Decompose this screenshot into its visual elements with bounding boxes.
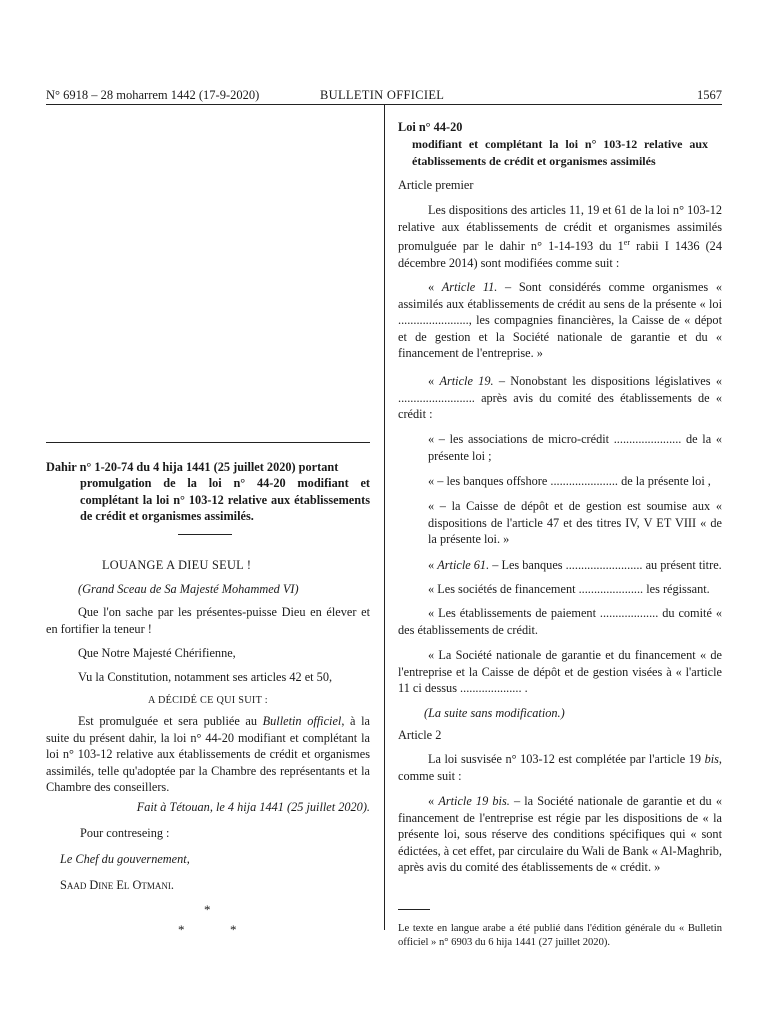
dahir-title-first-line: Dahir n° 1-20-74 du 4 hija 1441 (25 juillet 2020) portant bbox=[46, 460, 339, 474]
separator-star: * bbox=[178, 922, 185, 937]
paragraph-majeste: Que Notre Majesté Chérifienne, bbox=[78, 646, 236, 660]
article-2-intro bbox=[398, 751, 722, 784]
footnote-divider bbox=[398, 909, 430, 910]
article-19-label: Article 19. bbox=[439, 374, 494, 388]
article-61-text: – Les banques ......................... au présent titre. bbox=[489, 558, 722, 572]
article-2-text-b: , comme suit : bbox=[398, 752, 722, 783]
loi-title: Loi n° 44-20 bbox=[398, 120, 463, 134]
paragraph-constitution: Vu la Constitution, notamment ses articles 42 et 50, bbox=[78, 670, 333, 684]
section-divider bbox=[46, 442, 370, 443]
intro-text-b: rabii I 1436 (24 décembre 2014) sont modifiées comme suit : bbox=[398, 239, 722, 270]
article-11-text: – Sont considérés comme organismes « assimilés aux établissements de crédit au sens de la présente « loi ......................., les compagnies financières, la Caisse de « dépot et de gestion et la Société nationale de garantie et du « financement de l'entreprise. » bbox=[398, 280, 722, 360]
article-11-quote: « bbox=[428, 280, 442, 294]
list-item-banques-offshore: « – les banques offshore ...................... de la présente loi , bbox=[428, 474, 711, 488]
article-19-text: – Nonobstant les dispositions législatives « ......................... après avis du comité des établissements de « crédit : bbox=[398, 374, 722, 421]
promulgation-text-a: Est promulguée et sera publiée au bbox=[78, 714, 263, 728]
column-divider bbox=[384, 105, 385, 930]
paragraph-societe-nationale: « La Société nationale de garantie et du financement « de l'entreprise et la Caisse de dépôt et de gestion visées à « l'article 11 ci dessus .................... . bbox=[398, 648, 722, 695]
article-11-label: Article 11. bbox=[441, 280, 498, 294]
signataire: Saad Dine El Otmani. bbox=[60, 878, 174, 892]
list-item-micro-credit: « – les associations de micro-crédit ...................... de la « présente loi ; bbox=[428, 432, 722, 463]
issue-number: N° 6918 – 28 moharrem 1442 (17-9-2020) bbox=[46, 88, 260, 102]
article-premier-heading: Article premier bbox=[398, 178, 474, 192]
article-2-heading: Article 2 bbox=[398, 728, 442, 742]
short-divider bbox=[178, 534, 232, 535]
dahir-title bbox=[46, 459, 370, 525]
article-11-paragraph bbox=[398, 279, 722, 362]
article-2-text-a: La loi susvisée n° 103-12 est complétée par l'article 19 bbox=[428, 752, 705, 766]
pour-contreseing: Pour contreseing : bbox=[80, 826, 170, 840]
article-premier-intro bbox=[398, 202, 722, 271]
paragraph-societes-financement: « Les sociétés de financement ..................... les régissant. bbox=[428, 582, 710, 596]
grand-sceau: (Grand Sceau de Sa Majesté Mohammed VI) bbox=[78, 582, 299, 596]
paragraph-promulgation bbox=[46, 713, 370, 796]
page-number: 1567 bbox=[697, 88, 722, 102]
separator-star: * bbox=[230, 922, 237, 937]
list-item-caisse-depot: « – la Caisse de dépôt et de gestion est soumise aux « dispositions de l'article 47 et des titres IV, V ET VIII « de la présente loi. » bbox=[428, 499, 722, 546]
louange-heading: LOUANGE A DIEU SEUL ! bbox=[102, 558, 252, 572]
article-61-quote: « bbox=[428, 558, 438, 572]
footnote: Le texte en langue arabe a été publié dans l'édition générale du « Bulletin officiel » n° 6903 du 6 hija 1441 (27 juillet 2020). bbox=[398, 922, 722, 949]
chef-du-gouvernement: Le Chef du gouvernement, bbox=[60, 852, 190, 866]
decide-heading: A DÉCIDÉ CE QUI SUIT : bbox=[148, 695, 268, 706]
article-19-bis-label: Article 19 bis. bbox=[438, 794, 510, 808]
separator-star: * bbox=[204, 902, 211, 917]
publication-title: BULLETIN OFFICIEL bbox=[320, 88, 445, 102]
article-2-bis: bis bbox=[704, 752, 719, 766]
dahir-title-rest: promulgation de la loi n° 44-20 modifiant et complétant la loi n° 103-12 relative aux établissements de crédit et organismes assimilés. bbox=[80, 476, 370, 524]
article-19-bis-paragraph bbox=[398, 793, 722, 876]
article-19-quote: « bbox=[428, 374, 440, 388]
article-19-bis-quote: « bbox=[428, 794, 439, 808]
promulgation-bulletin: Bulletin officiel bbox=[262, 714, 342, 728]
suite-sans-modification: (La suite sans modification.) bbox=[424, 706, 565, 720]
article-19-bis-text: – la Société nationale de garantie et du « financement de l'entreprise est régie par les dispositions de « la présente loi, sous réserve des conditions spécifiques qui « sont édictées, à cet effet, par circulaire du Wali de Bank « Al-Maghrib, après avis du comité des établissements de « crédit. » bbox=[398, 794, 722, 874]
intro-superscript: er bbox=[623, 238, 631, 247]
fait-a-tetouan: Fait à Tétouan, le 4 hija 1441 (25 juillet 2020). bbox=[136, 800, 370, 814]
intro-text-a: Les dispositions des articles 11, 19 et 61 de la loi n° 103-12 relative aux établissements de crédit et organismes assimilés promulguée par le dahir n° 1-14-193 du 1 bbox=[398, 203, 722, 254]
promulgation-text-b: , à la suite du présent dahir, la loi n° 44-20 modifiant et complétant la loi n° 103-12 relative aux établissements de crédit et organismes assimilés, telle qu'adoptée par la Chambre des représentants et la Chambre des conseillers. bbox=[46, 714, 370, 794]
paragraph-preamble: Que l'on sache par les présentes-puisse Dieu en élever et en fortifier la teneur ! bbox=[46, 605, 370, 636]
article-61-paragraph bbox=[398, 557, 722, 574]
loi-subtitle: modifiant et complétant la loi n° 103-12 relative aux établissements de crédit et organismes assimilés bbox=[412, 137, 708, 168]
article-19-paragraph bbox=[398, 373, 722, 423]
article-61-label: Article 61. bbox=[437, 558, 490, 572]
paragraph-etablissements-paiement: « Les établissements de paiement ................... du comité « des établissements de crédit. bbox=[398, 606, 722, 637]
